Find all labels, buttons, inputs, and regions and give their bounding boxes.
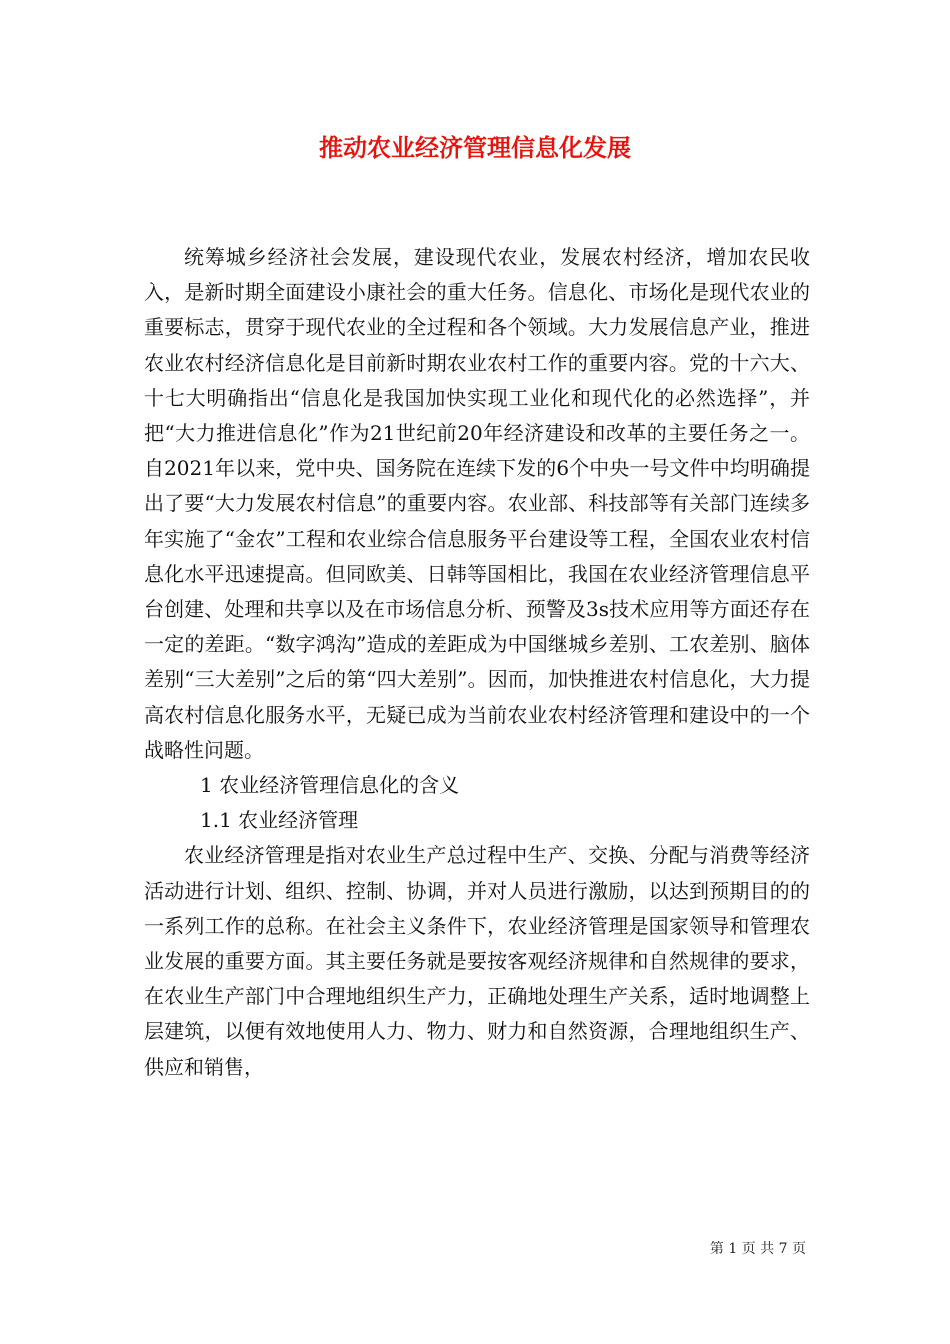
section-heading: 1 农业经济管理信息化的含义 <box>200 773 460 798</box>
paragraph-intro: 统筹城乡经济社会发展，建设现代农业，发展农村经济，增加农民收入，是新时期全面建设小康社会的重大任务。信息化、市场化是现代农业的重要标志，贯穿于现代农业的全过程和各个领域。大力发展信息产业，推进农业农村经济信息化是目前新时期农业农村工作的重要内容。党的十六大、十七大明确指出“信息化是我国加快实现工业化和现代化的必然选择”，并把“大力推进信息化”作为21世纪前20年经济建设和改革的主要任务之一。自2021年以来，党中央、国务院在连续下发的6个中央一号文件中均明确提出了要“大力发展农村信息”的重要内容。农业部、科技部等有关部门连续多年实施了“金农”工程和农业综合信息服务平台建设等工程，全国农业农村信息化水平迅速提高。但同欧美、日韩等国相比，我国在农业经济管理信息平台创建、处理和共享以及在市场信息分析、预警及3s技术应用等方面还存在一定的差距。“数字鸿沟”造成的差距成为中国继城乡差别、工农差别、脑体差别“三大差别”之后的第“四大差别”。因而，加快推进农村信息化，大力提高农村信息化服务水平，无疑已成为当前农业农村经济管理和建设中的一个战略性问题。 <box>144 245 810 762</box>
document-body <box>144 240 810 1085</box>
paragraph-management: 农业经济管理是指对农业生产总过程中生产、交换、分配与消费等经济活动进行计划、组织、控制、协调，并对人员进行激励，以达到预期目的的一系列工作的总称。在社会主义条件下，农业经济管理是国家领导和管理农业发展的重要方面。其主要任务就是要按客观经济规律和自然规律的要求，在农业生产部门中合理地组织生产力，正确地处理生产关系，适时地调整上层建筑，以便有效地使用人力、物力、财力和自然资源，合理地组织生产、供应和销售， <box>144 843 810 1079</box>
page-number: 第 1 页 共 7 页 <box>709 1241 806 1257</box>
subsection-heading: 1.1 农业经济管理 <box>200 808 359 833</box>
document-title: 推动农业经济管理信息化发展 <box>319 133 631 162</box>
